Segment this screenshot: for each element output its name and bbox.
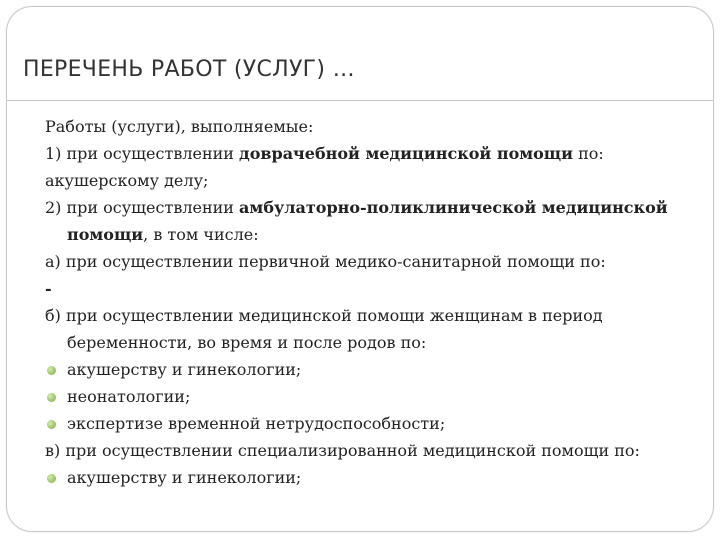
bullet-dot-icon — [47, 474, 56, 483]
title-divider — [7, 100, 713, 101]
item-1 — [45, 140, 705, 167]
bullet-dot-icon — [47, 420, 56, 429]
item-a: а) при осуществлении первичной медико-санитарной помощи по: — [45, 252, 606, 271]
item-2-bold: амбулаторно-поликлинической медицинской помощи — [67, 198, 668, 244]
bullet-item — [45, 410, 705, 437]
bullet-item — [45, 383, 705, 410]
slide-title: ПЕРЕЧЕНЬ РАБОТ (УСЛУГ) … — [23, 57, 355, 82]
item-1-sub: акушерскому делу; — [45, 171, 209, 190]
bullet-dot-icon — [47, 393, 56, 402]
slide — [6, 6, 714, 532]
bullet-item — [45, 356, 705, 383]
bullet-text: экспертизе временной нетрудоспособности; — [67, 414, 446, 433]
dash-line: - — [45, 279, 52, 298]
bullet-item — [45, 464, 705, 491]
item-v: в) при осуществлении специализированной медицинской помощи по: — [45, 441, 640, 460]
item-b: б) при осуществлении медицинской помощи женщинам в период беременности, во время и после родов по: — [45, 306, 603, 352]
bullet-dot-icon — [47, 366, 56, 375]
bullet-text: акушерству и гинекологии; — [67, 360, 302, 379]
bullet-text: акушерству и гинекологии; — [67, 468, 302, 487]
item-2-prefix: 2) при осуществлении — [45, 198, 240, 217]
intro-line: Работы (услуги), выполняемые: — [45, 117, 314, 136]
item-2-suffix: , в том числе: — [143, 225, 259, 244]
item-1-suffix: по: — [572, 144, 604, 163]
item-1-bold: доврачебной медицинской помощи — [239, 144, 573, 163]
bullet-text: неонатологии; — [67, 387, 191, 406]
item-2 — [45, 194, 705, 248]
slide-content — [45, 113, 705, 491]
item-1-prefix: 1) при осуществлении — [45, 144, 240, 163]
